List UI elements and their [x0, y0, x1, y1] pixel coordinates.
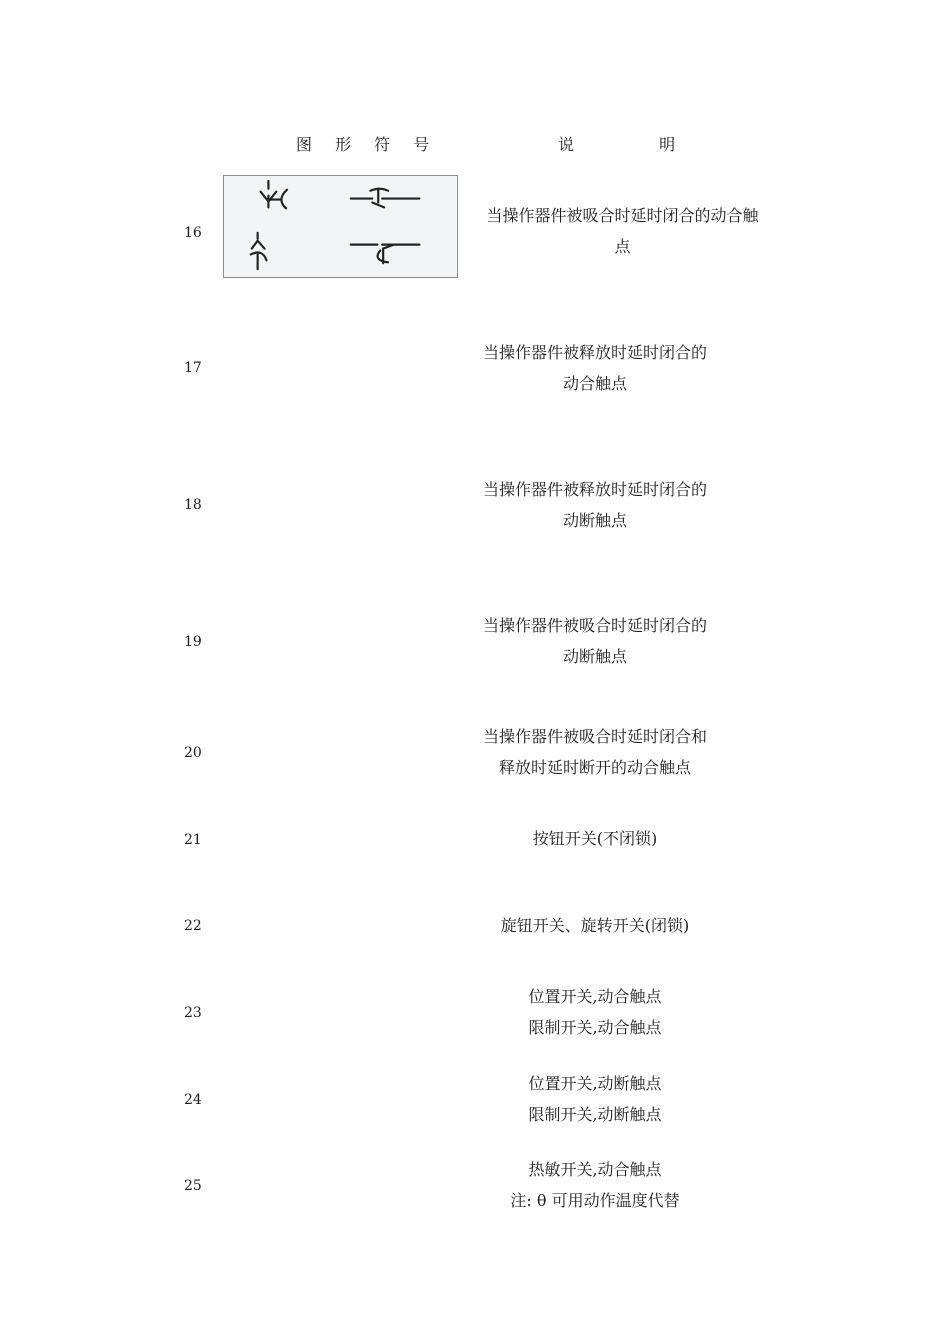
row-17-description	[466, 337, 724, 399]
row-20-line-1: 当操作器件被吸合时延时闭合和	[482, 727, 707, 746]
row-18-description	[466, 474, 724, 536]
row-24-line-2: 限制开关,动断触点	[528, 1105, 662, 1124]
row-16-description	[480, 200, 765, 262]
row-21-description	[466, 823, 724, 854]
row-24-description	[466, 1068, 724, 1130]
row-19-description	[466, 610, 724, 672]
row-21-line-1: 按钮开关(不闭锁)	[532, 829, 658, 848]
row-24-number: 24	[184, 1092, 202, 1108]
row-19-number: 19	[184, 634, 202, 650]
row-16-line-2: 点	[614, 237, 631, 256]
row-20-number: 20	[184, 745, 202, 761]
row-18-line-2: 动断触点	[562, 511, 627, 530]
row-22-number: 22	[184, 918, 202, 934]
row-17-number: 17	[184, 360, 202, 376]
row-16-line-1: 当操作器件被吸合时延时闭合的动合触	[486, 206, 759, 225]
row-24-line-1: 位置开关,动断触点	[528, 1074, 662, 1093]
row-21-number: 21	[184, 832, 202, 848]
row-25-line-2: 注: θ 可用动作温度代替	[510, 1191, 680, 1210]
row-17-line-1: 当操作器件被释放时延时闭合的	[482, 343, 707, 362]
row-25-number: 25	[184, 1178, 202, 1194]
header-description: 说 明	[558, 135, 716, 154]
symbol-image	[223, 175, 458, 278]
row-23-line-2: 限制开关,动合触点	[528, 1018, 662, 1037]
row-22-line-1: 旋钮开关、旋转开关(闭锁)	[500, 916, 690, 935]
row-19-line-2: 动断触点	[562, 647, 627, 666]
row-16-number: 16	[184, 225, 202, 241]
row-18-number: 18	[184, 497, 202, 513]
row-23-line-1: 位置开关,动合触点	[528, 987, 662, 1006]
row-25-description	[466, 1154, 724, 1216]
row-23-number: 23	[184, 1005, 202, 1021]
row-19-line-1: 当操作器件被吸合时延时闭合的	[482, 616, 707, 635]
row-22-description	[466, 910, 724, 941]
row-25-line-1: 热敏开关,动合触点	[528, 1160, 662, 1179]
row-20-line-2: 释放时延时断开的动合触点	[498, 758, 691, 777]
row-20-description	[466, 721, 724, 783]
row-18-line-1: 当操作器件被释放时延时闭合的	[482, 480, 707, 499]
row-23-description	[466, 981, 724, 1043]
delayed-contact-symbols-icon	[224, 176, 457, 277]
row-17-line-2: 动合触点	[562, 374, 627, 393]
header-symbol: 图 形 符 号	[296, 135, 439, 154]
